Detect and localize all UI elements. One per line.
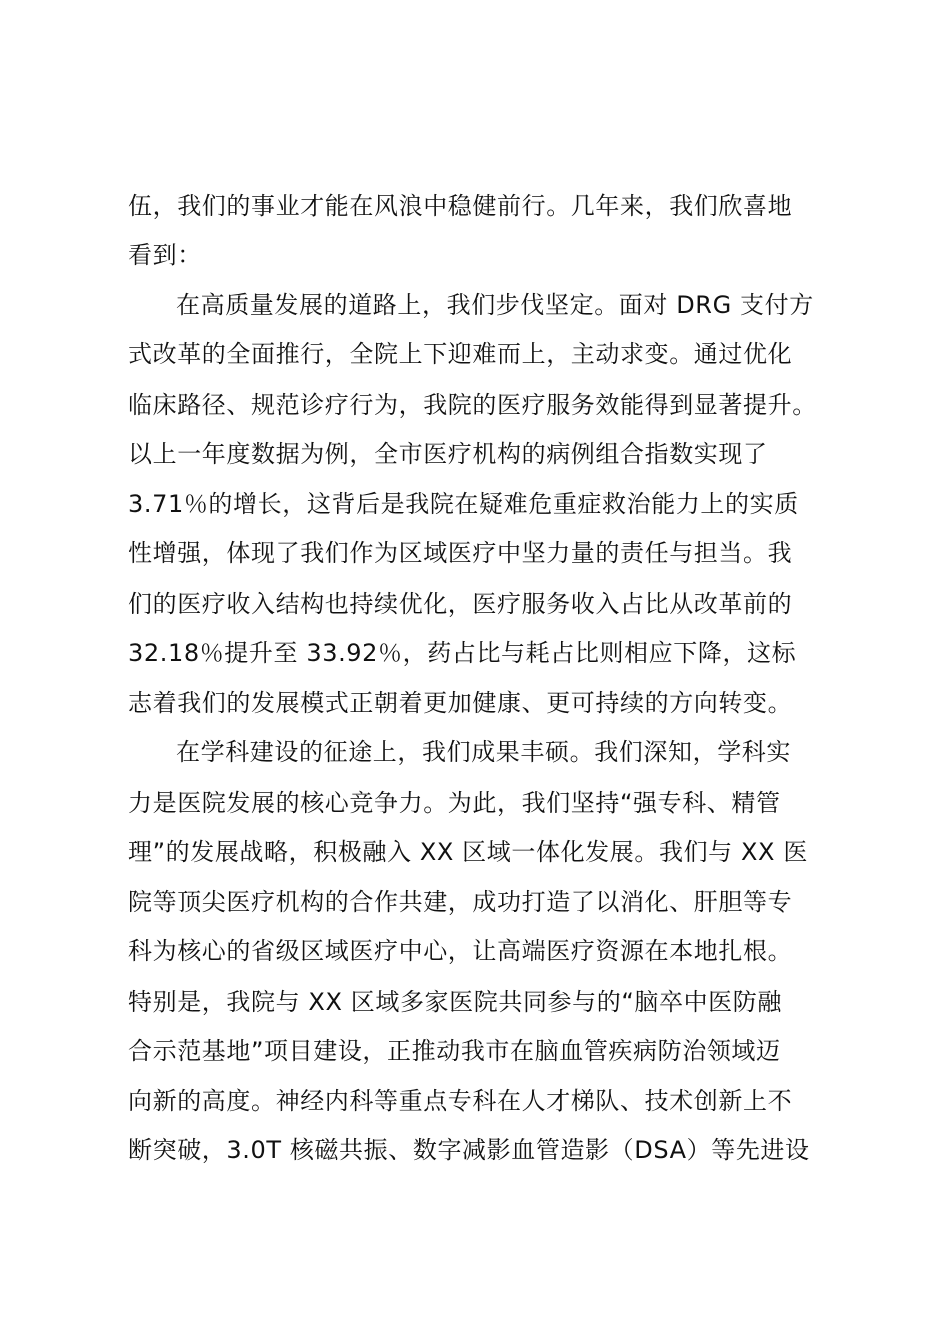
paragraph-line: 3.71％的增长，这背后是我院在疑难危重症救治能力上的实质 [128,490,799,518]
paragraph-line: 向新的高度。神经内科等重点专科在人才梯队、技术创新上不 [128,1087,793,1115]
paragraph-line: 伍，我们的事业才能在风浪中稳健前行。几年来，我们欣喜地 [128,192,793,220]
paragraph-line: 科为核心的省级区域医疗中心，让高端医疗资源在本地扎根。 [128,937,793,965]
paragraph-line: 性增强，体现了我们作为区域医疗中坚力量的责任与担当。我 [128,539,793,567]
paragraph-line: 力是医院发展的核心竞争力。为此，我们坚持“强专科、精管 [128,789,781,817]
paragraph-line: 们的医疗收入结构也持续优化，医疗服务收入占比从改革前的 [128,590,793,618]
paragraph-line: 理”的发展战略，积极融入 XX 区域一体化发展。我们与 XX 医 [128,838,808,866]
paragraph-line: 断突破，3.0T 核磁共振、数字减影血管造影（DSA）等先进设 [128,1136,810,1164]
paragraph-line: 看到： [128,241,202,269]
paragraph-line: 特别是，我院与 XX 区域多家医院共同参与的“脑卒中医防融 [128,988,782,1016]
paragraph-line: 以上一年度数据为例，全市医疗机构的病例组合指数实现了 [128,440,768,468]
paragraph-line: 院等顶尖医疗机构的合作共建，成功打造了以消化、肝胆等专 [128,888,793,916]
paragraph-first-line: 在高质量发展的道路上，我们步伐坚定。面对 DRG 支付方 [176,291,814,319]
paragraph-line: 合示范基地”项目建设，正推动我市在脑血管疾病防治领域迈 [128,1037,781,1065]
paragraph-line: 式改革的全面推行，全院上下迎难而上，主动求变。通过优化 [128,340,793,368]
paragraph-line: 志着我们的发展模式正朝着更加健康、更可持续的方向转变。 [128,689,793,717]
paragraph-line: 临床路径、规范诊疗行为，我院的医疗服务效能得到显著提升。 [128,391,817,419]
paragraph-first-line: 在学科建设的征途上，我们成果丰硕。我们深知，学科实 [176,738,791,766]
paragraph-line: 32.18％提升至 33.92％，药占比与耗占比则相应下降，这标 [128,639,797,667]
